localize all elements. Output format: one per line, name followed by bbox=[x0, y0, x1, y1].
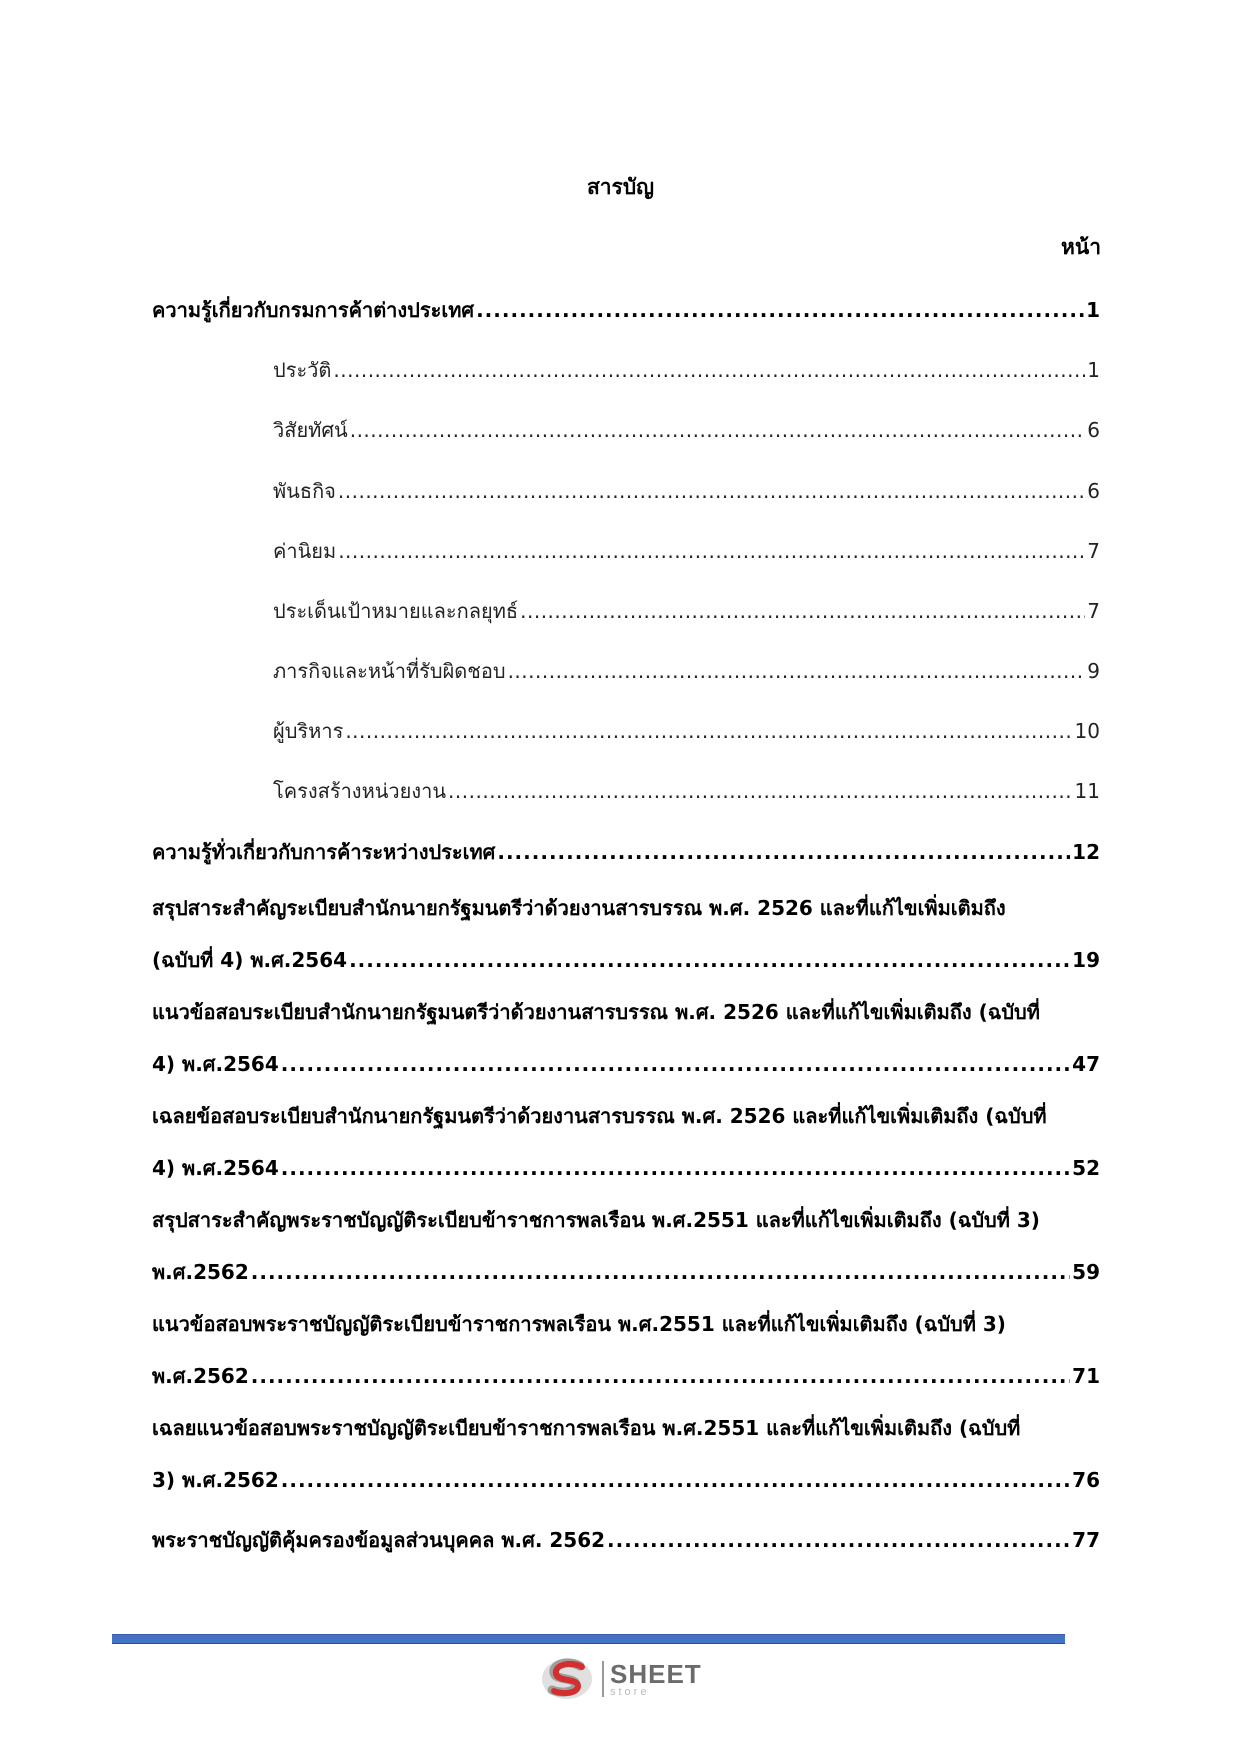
toc-subentry bbox=[273, 645, 1100, 697]
leader-dots bbox=[333, 344, 1085, 396]
leader-dots bbox=[251, 1246, 1070, 1298]
toc-entry-text: พระราชบัญญัติคุ้มครองข้อมูลส่วนบุคคล พ.ศ. 2562 bbox=[152, 1528, 606, 1552]
footer-divider bbox=[112, 1634, 1065, 1644]
toc-entry-page: 47 bbox=[1072, 1052, 1100, 1076]
toc-entry-text: 4) พ.ศ.2564 bbox=[152, 1052, 279, 1076]
leader-dots bbox=[350, 404, 1086, 456]
toc-entry-text: ค่านิยม bbox=[273, 539, 337, 563]
toc-entry bbox=[152, 826, 1100, 878]
toc-entry-page: 52 bbox=[1072, 1156, 1100, 1180]
toc-entry-text: วิสัยทัศน์ bbox=[273, 418, 348, 442]
toc-subentry bbox=[273, 585, 1100, 637]
toc-entry-text: ภารกิจและหน้าที่รับผิดชอบ bbox=[273, 659, 506, 683]
toc-title: สารบัญ bbox=[586, 175, 655, 199]
toc-entry-page: 76 bbox=[1072, 1468, 1100, 1492]
toc-subentry bbox=[273, 765, 1100, 817]
leader-dots bbox=[345, 705, 1072, 757]
toc-entry-page: 6 bbox=[1087, 418, 1100, 442]
leader-dots bbox=[508, 645, 1086, 697]
leader-dots bbox=[338, 525, 1085, 577]
toc-entry-page: 71 bbox=[1072, 1364, 1100, 1388]
toc-entry-text: โครงสร้างหน่วยงาน bbox=[273, 779, 447, 803]
toc-entry-text: พ.ศ.2562 bbox=[152, 1364, 249, 1388]
leader-dots bbox=[349, 934, 1070, 986]
leader-dots bbox=[448, 765, 1073, 817]
toc-entry-text: ความรู้ทั่วเกี่ยวกับการค้าระหว่างประเทศ bbox=[152, 840, 496, 864]
toc-subentry bbox=[273, 344, 1100, 396]
toc-entry bbox=[152, 284, 1100, 336]
toc-entry-text-line1: เฉลยข้อสอบระเบียบสำนักนายกรัฐมนตรีว่าด้วยงานสารบรรณ พ.ศ. 2526 และที่แก้ไขเพิ่มเติมถึง (ฉบับที่ bbox=[152, 1104, 1047, 1128]
toc-entry-page: 1 bbox=[1087, 358, 1100, 382]
toc-entry-text: ความรู้เกี่ยวกับกรมการค้าต่างประเทศ bbox=[152, 298, 475, 322]
toc-entry bbox=[152, 1402, 1100, 1506]
toc-entry bbox=[152, 1514, 1100, 1566]
toc-subentry bbox=[273, 705, 1100, 757]
toc-entry-text-line1: เฉลยแนวข้อสอบพระราชบัญญัติระเบียบข้าราชการพลเรือน พ.ศ.2551 และที่แก้ไขเพิ่มเติมถึง (ฉบับที่ bbox=[152, 1416, 1021, 1440]
toc-entry-page: 10 bbox=[1074, 719, 1100, 743]
leader-dots bbox=[607, 1514, 1070, 1566]
toc-entry-page: 6 bbox=[1087, 479, 1100, 503]
toc-entry-page: 19 bbox=[1072, 948, 1100, 972]
leader-dots bbox=[281, 1142, 1070, 1194]
toc-entry-text: พันธกิจ bbox=[273, 479, 336, 503]
toc-entry-text: ผู้บริหาร bbox=[273, 719, 344, 743]
logo-separator bbox=[602, 1661, 604, 1697]
toc-subentry bbox=[273, 465, 1100, 517]
toc-entry-page: 7 bbox=[1087, 539, 1100, 563]
toc-entry bbox=[152, 986, 1100, 1090]
toc-entry-text: พ.ศ.2562 bbox=[152, 1260, 249, 1284]
toc-entry-text: 3) พ.ศ.2562 bbox=[152, 1468, 279, 1492]
toc-entry-page: 12 bbox=[1072, 840, 1100, 864]
toc-entry-text-line1: สรุปสาระสำคัญระเบียบสำนักนายกรัฐมนตรีว่าด้วยงานสารบรรณ พ.ศ. 2526 และที่แก้ไขเพิ่มเติมถึง bbox=[152, 896, 1006, 920]
leader-dots bbox=[281, 1454, 1070, 1506]
toc-entry-text: ประเด็นเป้าหมายและกลยุทธ์ bbox=[273, 599, 519, 623]
toc-subentry bbox=[273, 525, 1100, 577]
toc-entry bbox=[152, 1194, 1100, 1298]
toc-subentry bbox=[273, 404, 1100, 456]
toc-entry-page: 11 bbox=[1074, 779, 1100, 803]
page-column-header: หน้า bbox=[1061, 235, 1101, 259]
toc-entry bbox=[152, 1298, 1100, 1402]
toc-entry-text-line1: แนวข้อสอบระเบียบสำนักนายกรัฐมนตรีว่าด้วยงานสารบรรณ พ.ศ. 2526 และที่แก้ไขเพิ่มเติมถึง (ฉบับที่ bbox=[152, 1000, 1040, 1024]
toc-entry-text: (ฉบับที่ 4) พ.ศ.2564 bbox=[152, 948, 348, 972]
toc-entry-text: 4) พ.ศ.2564 bbox=[152, 1156, 279, 1180]
toc-entry-page: 1 bbox=[1086, 298, 1100, 322]
toc-entry-page: 77 bbox=[1072, 1528, 1100, 1552]
toc-entry bbox=[152, 1090, 1100, 1194]
sheet-store-logo bbox=[540, 1656, 720, 1702]
toc-entry-text-line1: สรุปสาระสำคัญพระราชบัญญัติระเบียบข้าราชการพลเรือน พ.ศ.2551 และที่แก้ไขเพิ่มเติมถึง (ฉบับที่ 3) bbox=[152, 1208, 1040, 1232]
leader-dots bbox=[251, 1350, 1070, 1402]
leader-dots bbox=[520, 585, 1085, 637]
toc-entry-text-line1: แนวข้อสอบพระราชบัญญัติระเบียบข้าราชการพลเรือน พ.ศ.2551 และที่แก้ไขเพิ่มเติมถึง (ฉบับที่ 3) bbox=[152, 1312, 1006, 1336]
toc-entry-page: 9 bbox=[1087, 659, 1100, 683]
leader-dots bbox=[497, 826, 1070, 878]
s-logo-icon bbox=[540, 1656, 596, 1702]
leader-dots bbox=[476, 284, 1084, 336]
toc-entry-page: 59 bbox=[1072, 1260, 1100, 1284]
toc-entry bbox=[152, 882, 1100, 986]
leader-dots bbox=[281, 1038, 1070, 1090]
logo-sub-text: store bbox=[610, 1685, 650, 1698]
logo-main-text: SHEET bbox=[610, 1658, 702, 1689]
toc-entry-text: ประวัติ bbox=[273, 358, 332, 382]
logo-wordmark bbox=[610, 1658, 702, 1698]
leader-dots bbox=[338, 465, 1085, 517]
toc-entry-page: 7 bbox=[1087, 599, 1100, 623]
